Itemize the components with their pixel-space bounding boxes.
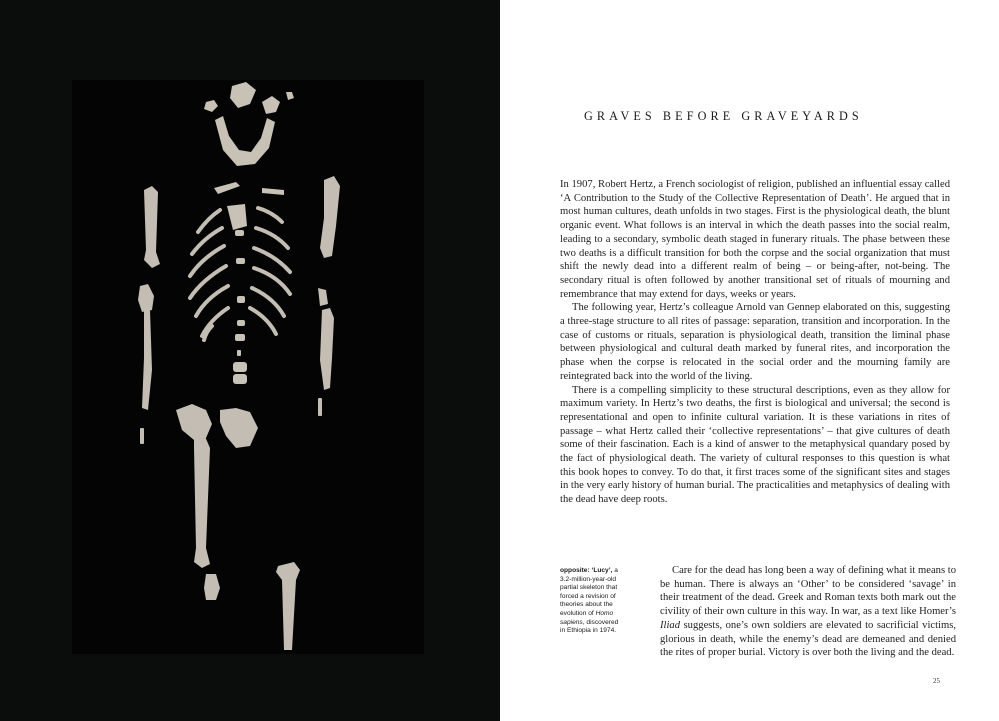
skeleton-photo xyxy=(72,80,424,654)
paragraph-4 xyxy=(660,564,956,660)
caption-text-2: , discovered in Ethiopia in 1974. xyxy=(560,618,619,635)
paragraph-4-italic: Iliad xyxy=(660,619,681,631)
caption-italic: Homo sapiens xyxy=(560,609,614,626)
chapter-title: GRAVES BEFORE GRAVEYARDS xyxy=(584,109,863,123)
lucy-skeleton-image xyxy=(72,80,424,654)
paragraph-3: There is a compelling simplicity to these structural descriptions, even as they allow for maximum variety. In Hertz’s two deaths, the first is biological and universal; the second is representational and open to infinite cultural variation. It is these variations in rites of passage – what Hertz called their ‘collective representations’ – that give cultures of death some of their fascination. Each is a kind of answer to the metaphysical quandary posed by the fact of physiological death. The variety of cultural responses to this question is what this book hopes to convey. To do that, it first traces some of the significant sites and stages in the very early history of human burial. The practicalities and metaphysics of dealing with the dead have deep roots. xyxy=(560,384,950,506)
caption-lead: opposite: ‘Lucy’, xyxy=(560,567,613,574)
body-text xyxy=(560,178,950,507)
right-page xyxy=(500,0,999,721)
paragraph-4-text-1: Care for the dead has long been a way of defining what it means to be human. There is always an ‘Other’ to be considered ‘savage’ in their treatment of the dead. Greek and Roman texts both mark out the civility of their own culture in this way. In war, as a text like Homer’s xyxy=(660,565,956,618)
page-number: 25 xyxy=(933,677,940,685)
paragraph-1: In 1907, Robert Hertz, a French sociologist of religion, published an influential essay called ‘A Contribution to the Study of the Collective Representation of Death’. He argued that in most human cultures, death unfolds in two stages. First is the physiological death, the blunt organic event. What follows is an interval in which the death passes into the social realm, leading to a secondary, symbolic death staged in funerary rituals. The phase between these two deaths is a difficult transition for both the corpse and the social organization that must shift the newly dead into a different realm of being – or being-after, not-being. The secondary ritual is often followed by another transitional set of rituals of mourning and remembrance that may extend for days, weeks or years. xyxy=(560,179,950,300)
paragraph-4-text-2: suggests, one’s own soldiers are elevated to sacrificial victims, glorious in death, while the enemy’s dead are demeaned and denied the rites of proper burial. Victory is over both the living and the dead. xyxy=(660,619,956,659)
caption-text-1: a 3.2-million-year-old partial skeleton that forced a revision of theories about the evolution of xyxy=(560,567,618,617)
paragraph-2: The following year, Hertz’s colleague Arnold van Gennep elaborated on this, suggesting a three-stage structure to all rites of passage: separation, transition and incorporation. In the case of customs or rituals, separation is physiological death, transition the liminal phase between physiological and cultural death marked by funeral rites, and incorporation the phase when the corpse is relocated in the social order and the mourning family are reintegrated back into the world of the living. xyxy=(560,302,950,382)
photo-caption xyxy=(560,567,620,636)
